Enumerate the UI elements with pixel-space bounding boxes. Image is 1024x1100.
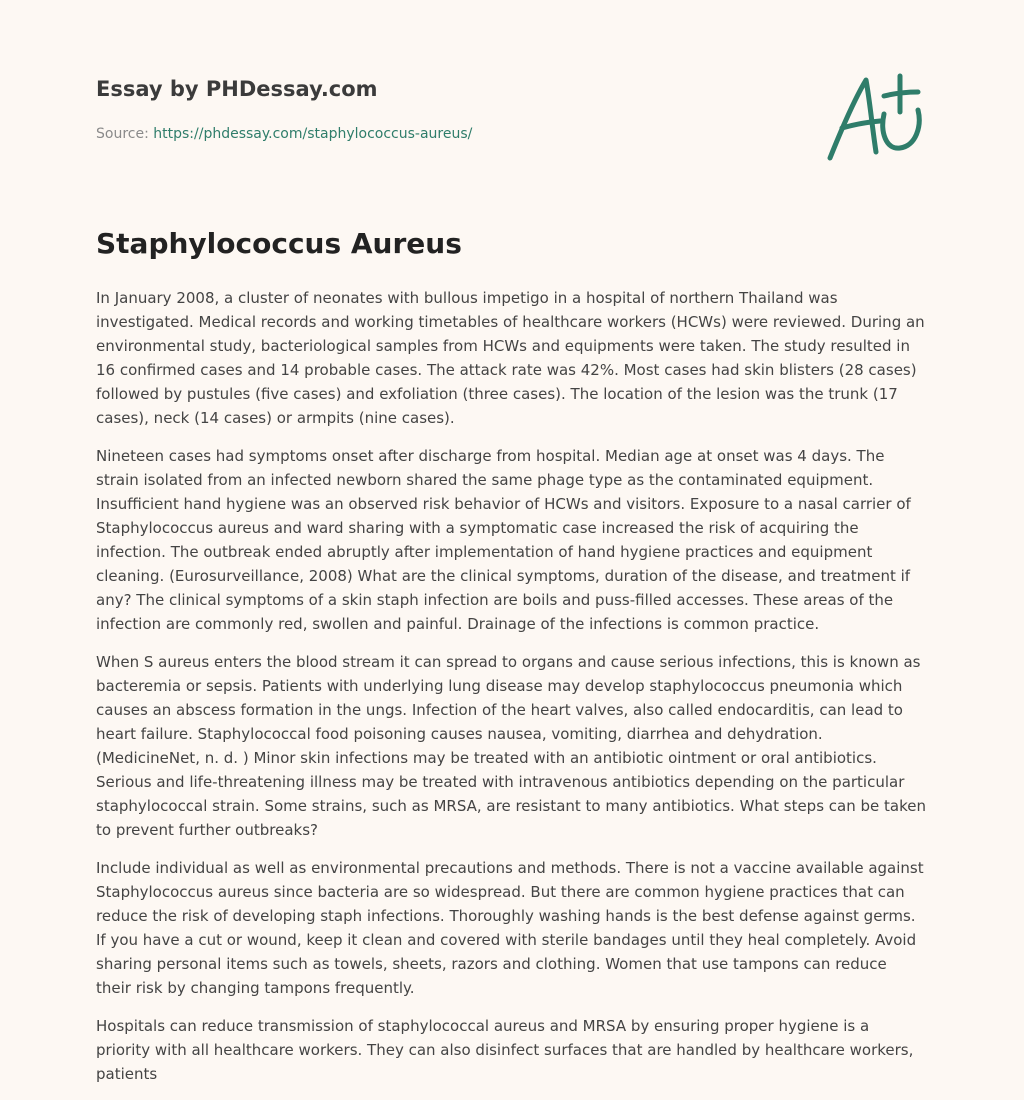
paragraph: Include individual as well as environmental precautions and methods. There is not a vaccine available against Staphylococcus aureus since bacteria are so widespread. But there are common hygiene practices that can reduce the risk of developing staph infections. Thoroughly washing hands is the best defense against germs. If you have a cut or wound, keep it clean and covered with sterile bandages until they heal completely. Avoid sharing personal items such as towels, sheets, razors and clothing. Women that use tampons can reduce their risk by changing tampons frequently. <box>96 859 924 997</box>
source-label: Source: <box>96 126 149 142</box>
source-line <box>96 124 796 144</box>
paragraph: When S aureus enters the blood stream it can spread to organs and cause serious infections, this is known as bacteremia or sepsis. Patients with underlying lung disease may develop staphylococcus pneumonia which causes an abscess formation in the ungs. Infection of the heart valves, also called endocarditis, can lead to heart failure. Staphylococcal food poisoning causes nausea, vomiting, diarrhea and dehydration. (MedicineNet, n. d. ) Minor skin infections may be treated with an antibiotic ointment or oral antibiotics. Serious and life-threatening illness may be treated with intravenous antibiotics depending on the particular staphylococcal strain. Some strains, such as MRSA, are resistant to many antibiotics. What steps can be taken to prevent further outbreaks? <box>96 653 926 839</box>
paragraph: Nineteen cases had symptoms onset after discharge from hospital. Median age at onset was 4 days. The strain isolated from an infected newborn shared the same phage type as the contaminated equipment. Insufficient hand hygiene was an observed risk behavior of HCWs and visitors. Exposure to a nasal carrier of Staphylococcus aureus and ward sharing with a symptomatic case increased the risk of acquiring the infection. The outbreak ended abruptly after implementation of hand hygiene practices and equipment cleaning. (Eurosurveillance, 2008) What are the clinical symptoms, duration of the disease, and treatment if any? The clinical symptoms of a skin staph infection are boils and puss-filled accesses. These areas of the infection are commonly red, swollen and painful. Drainage of the infections is common practice. <box>96 447 911 633</box>
source-link[interactable]: https://phdessay.com/staphylococcus-aureus/ <box>153 126 473 142</box>
paragraph: In January 2008, a cluster of neonates with bullous impetigo in a hospital of northern Thailand was investigated. Medical records and working timetables of healthcare workers (HCWs) were reviewed. During an environmental study, bacteriological samples from HCWs and equipments were taken. The study resulted in 16 confirmed cases and 14 probable cases. The attack rate was 42%. Most cases had skin blisters (28 cases) followed by pustules (five cases) and exfoliation (three cases). The location of the lesion was the trunk (17 cases), neck (14 cases) or armpits (nine cases). <box>96 289 925 427</box>
essay-title: Staphylococcus Aureus <box>96 227 462 260</box>
paragraph: Hospitals can reduce transmission of staphylococcal aureus and MRSA by ensuring proper hygiene is a priority with all healthcare workers. They can also disinfect surfaces that are handled by healthcare workers, patients <box>96 1017 914 1083</box>
essay-body <box>96 286 926 1100</box>
essay-header <box>96 74 796 144</box>
site-brand: Essay by PHDessay.com <box>96 77 378 101</box>
a-plus-grade-icon <box>820 66 930 166</box>
